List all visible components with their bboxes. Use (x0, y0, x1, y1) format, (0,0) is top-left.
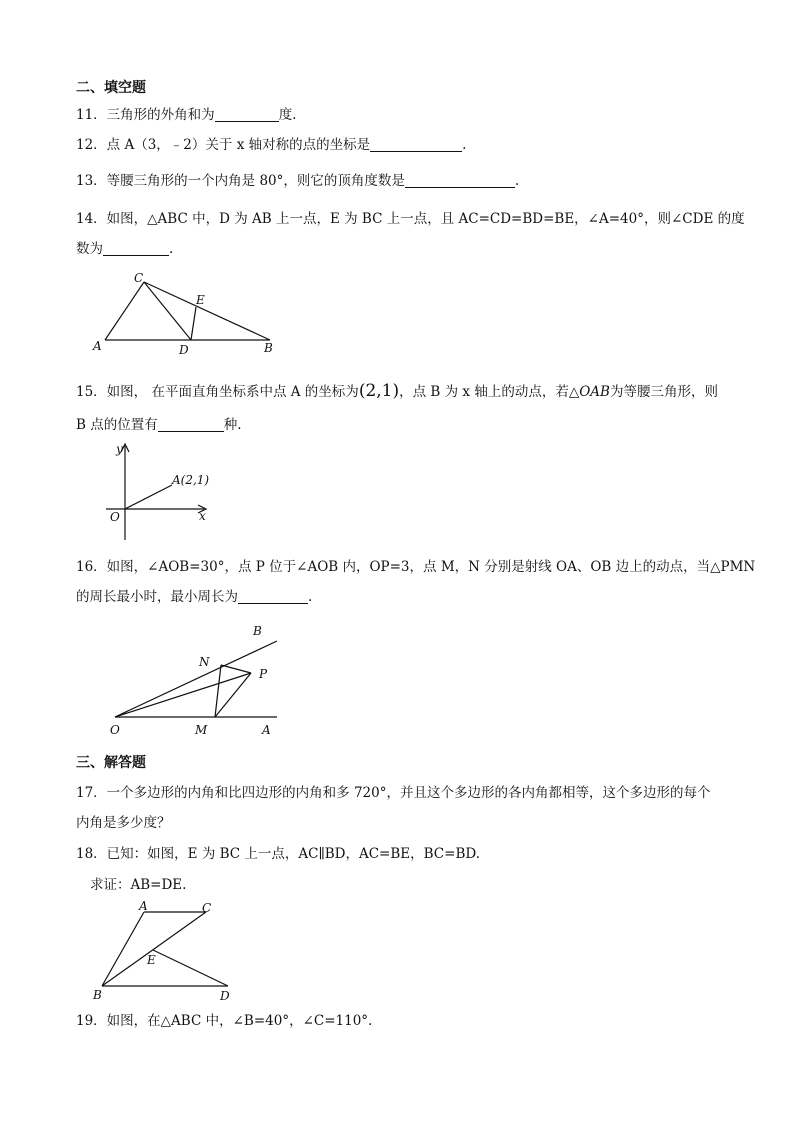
q15-coordinate-figure (100, 440, 230, 542)
label-b: B (93, 988, 102, 1002)
segment-de (191, 307, 196, 340)
question-19-line-1: 19．如图，在△ABC 中，∠B=40°，∠C=110°. (76, 1013, 373, 1029)
label-d: D (179, 343, 189, 357)
q12-text: 12．点 A（3，﹣2）关于 x 轴对称的点的坐标是 (76, 137, 371, 153)
q12-suffix: . (462, 137, 467, 153)
question-18-line-1: 18．已知：如图，E 为 BC 上一点，AC∥BD，AC=BE，BC=BD. (76, 846, 480, 862)
label-n: N (199, 655, 210, 669)
q15-line1-text: 15．如图， 在平面直角坐标系中点 A 的坐标为 (76, 384, 359, 400)
segment-oa (125, 485, 172, 509)
question-16-line-2 (76, 588, 312, 606)
q14-line2-text: 数为 (76, 241, 103, 257)
q15-line2-text: B 点的位置有 (76, 417, 158, 433)
q16-line2-text: 的周长最小时，最小周长为 (76, 589, 238, 605)
segment-cb (144, 282, 270, 340)
q14-suffix: . (169, 241, 174, 257)
segment-ed (153, 950, 228, 986)
q15-line1-mid: ，点 B 为 x 轴上的动点，若 (399, 384, 569, 400)
q15-suffix: 种. (223, 417, 242, 433)
q15-coordinate: (2,1) (358, 381, 400, 401)
q16-angle-figure (105, 618, 295, 740)
label-o: O (110, 510, 120, 524)
section-heading-solve: 三、解答题 (76, 755, 146, 771)
label-e: E (196, 293, 205, 307)
label-e: E (147, 953, 156, 967)
question-15-line-1 (76, 382, 718, 401)
label-c: C (134, 271, 144, 285)
label-m: M (195, 723, 208, 737)
q11-suffix: 度. (278, 107, 297, 123)
q14-triangle-figure (88, 268, 288, 360)
label-p: P (259, 667, 268, 681)
segment-nm (215, 665, 221, 717)
label-x: x (199, 509, 206, 523)
label-b: B (264, 341, 273, 355)
q11-answer-blank[interactable] (215, 107, 279, 122)
segment-np (221, 665, 251, 673)
segment-ab (102, 912, 144, 986)
section-heading-fill-blank: 二、填空题 (76, 80, 146, 96)
segment-cb (102, 912, 206, 986)
segment-cd (144, 282, 191, 340)
ray-ob (115, 641, 277, 717)
label-a: A (262, 723, 271, 737)
q13-text: 13．等腰三角形的一个内角是 80°，则它的顶角度数是 (76, 173, 405, 189)
q14-answer-blank[interactable] (103, 241, 169, 256)
label-a: A (93, 339, 102, 353)
label-d: D (220, 989, 230, 1003)
question-17-line-2: 内角是多少度？ (76, 815, 171, 831)
question-13 (76, 172, 519, 190)
label-a: A (139, 899, 148, 913)
question-18-line-2: 求证：AB=DE. (90, 877, 187, 893)
question-15-line-2 (76, 416, 242, 434)
question-14-line-2 (76, 240, 173, 258)
question-16-line-1: 16．如图，∠AOB=30°，点 P 位于∠AOB 内，OP=3，点 M，N 分别是射线 OA、OB 边上的动点，当△PMN (76, 559, 756, 575)
q16-suffix: . (308, 589, 313, 605)
label-a: A(2,1) (172, 473, 210, 487)
question-12 (76, 136, 466, 154)
q13-suffix: . (514, 173, 520, 189)
label-b: B (253, 624, 262, 638)
q13-answer-blank[interactable] (405, 173, 515, 188)
q15-triangle-oab: △OAB (568, 384, 610, 400)
q16-answer-blank[interactable] (238, 589, 308, 604)
label-y: y (116, 442, 123, 456)
segment-op (115, 673, 251, 717)
segment-ac (105, 282, 144, 340)
label-c: C (202, 901, 212, 915)
q15-answer-blank[interactable] (158, 417, 224, 432)
label-o: O (110, 723, 120, 737)
q11-text: 11．三角形的外角和为 (76, 107, 215, 123)
q12-answer-blank[interactable] (370, 137, 462, 152)
question-14-line-1: 14．如图，△ABC 中，D 为 AB 上一点，E 为 BC 上一点，且 AC=CD=BD=BE，∠A=40°，则∠CDE 的度 (76, 211, 745, 227)
question-11 (76, 106, 296, 124)
q18-figure (88, 896, 248, 1004)
q15-line1-end: 为等腰三角形，则 (609, 384, 718, 400)
question-17-line-1: 17．一个多边形的内角和比四边形的内角和多 720°，并且这个多边形的各内角都相等，这个多边形的每个 (76, 785, 711, 801)
segment-mp (215, 673, 251, 717)
